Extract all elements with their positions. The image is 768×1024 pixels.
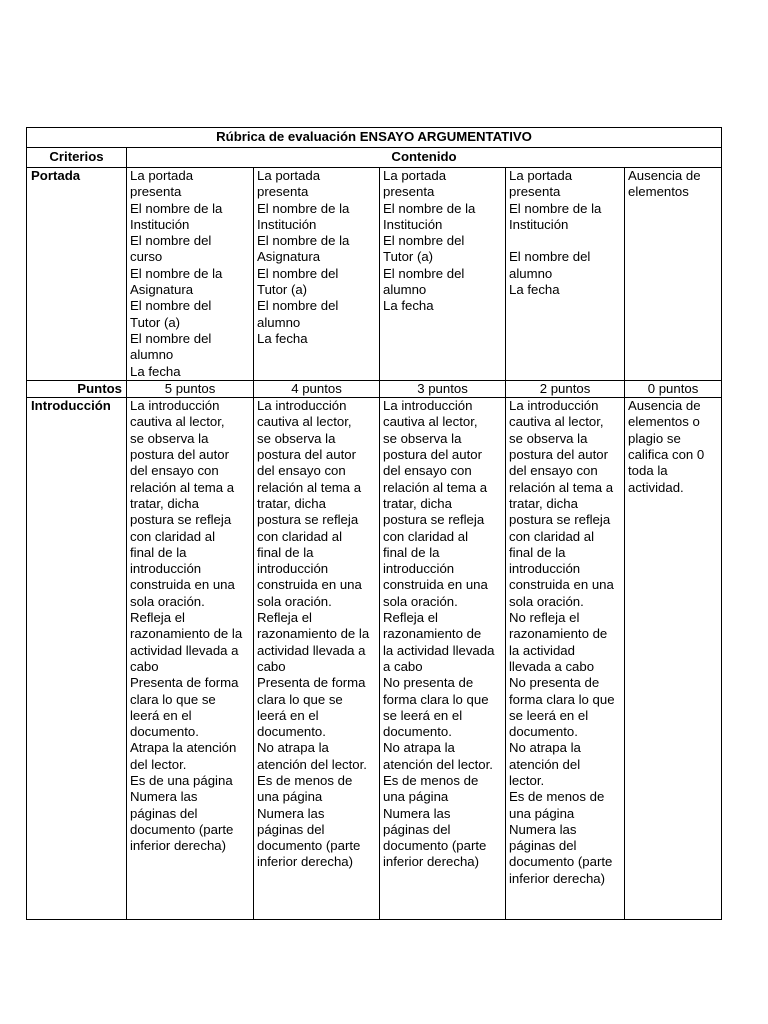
portada-label: Portada — [27, 168, 127, 381]
puntos-5: 5 puntos — [127, 380, 254, 397]
portada-cell-2: La portada presenta El nombre de la Institución El nombre del alumno La fecha — [506, 168, 625, 381]
rubric-table — [26, 127, 722, 920]
introduccion-row — [27, 398, 722, 920]
rubric-title: Rúbrica de evaluación ENSAYO ARGUMENTATIVO — [27, 128, 722, 148]
introduccion-cell-5: La introducción cautiva al lector, se observa la postura del autor del ensayo con relación al tema a tratar, dicha postura se refleja con claridad al final de la introducción construida en una sola oración. Refleja el razonamiento de la actividad llevada a cabo Presenta de forma clara lo que se leerá en el documento. Atrapa la atención del lector. Es de una página Numera las páginas del documento (parte inferior derecha) — [127, 398, 254, 920]
puntos-2: 2 puntos — [506, 380, 625, 397]
puntos-row — [27, 380, 722, 397]
introduccion-cell-2: La introducción cautiva al lector, se observa la postura del autor del ensayo con relación al tema a tratar, dicha postura se refleja con claridad al final de la introducción construida en una sola oración. No refleja el razonamiento de la actividad llevada a cabo No presenta de forma clara lo que se leerá en el documento. No atrapa la atención del lector. Es de menos de una página Numera las páginas del documento (parte inferior derecha) — [506, 398, 625, 920]
portada-row — [27, 168, 722, 381]
introduccion-cell-4: La introducción cautiva al lector, se observa la postura del autor del ensayo con relación al tema a tratar, dicha postura se refleja con claridad al final de la introducción construida en una sola oración. Refleja el razonamiento de la actividad llevada a cabo Presenta de forma clara lo que se leerá en el documento. No atrapa la atención del lector. Es de menos de una página Numera las páginas del documento (parte inferior derecha) — [254, 398, 380, 920]
contenido-header: Contenido — [127, 148, 722, 168]
portada-cell-0: Ausencia de elementos — [625, 168, 722, 381]
introduccion-cell-3: La introducción cautiva al lector, se observa la postura del autor del ensayo con relación al tema a tratar, dicha postura se refleja con claridad al final de la introducción construida en una sola oración. Refleja el razonamiento de la actividad llevada a cabo No presenta de forma clara lo que se leerá en el documento. No atrapa la atención del lector. Es de menos de una página Numera las páginas del documento (parte inferior derecha) — [380, 398, 506, 920]
portada-cell-3: La portada presenta El nombre de la Institución El nombre del Tutor (a) El nombre del alumno La fecha — [380, 168, 506, 381]
puntos-0: 0 puntos — [625, 380, 722, 397]
puntos-3: 3 puntos — [380, 380, 506, 397]
portada-cell-4: La portada presenta El nombre de la Institución El nombre de la Asignatura El nombre del Tutor (a) El nombre del alumno La fecha — [254, 168, 380, 381]
title-row — [27, 128, 722, 148]
header-row — [27, 148, 722, 168]
introduccion-label: Introducción — [27, 398, 127, 920]
puntos-4: 4 puntos — [254, 380, 380, 397]
criterios-header: Criterios — [27, 148, 127, 168]
introduccion-cell-0: Ausencia de elementos o plagio se califica con 0 toda la actividad. — [625, 398, 722, 920]
portada-cell-5: La portada presenta El nombre de la Institución El nombre del curso El nombre de la Asignatura El nombre del Tutor (a) El nombre del alumno La fecha — [127, 168, 254, 381]
puntos-label: Puntos — [27, 380, 127, 397]
